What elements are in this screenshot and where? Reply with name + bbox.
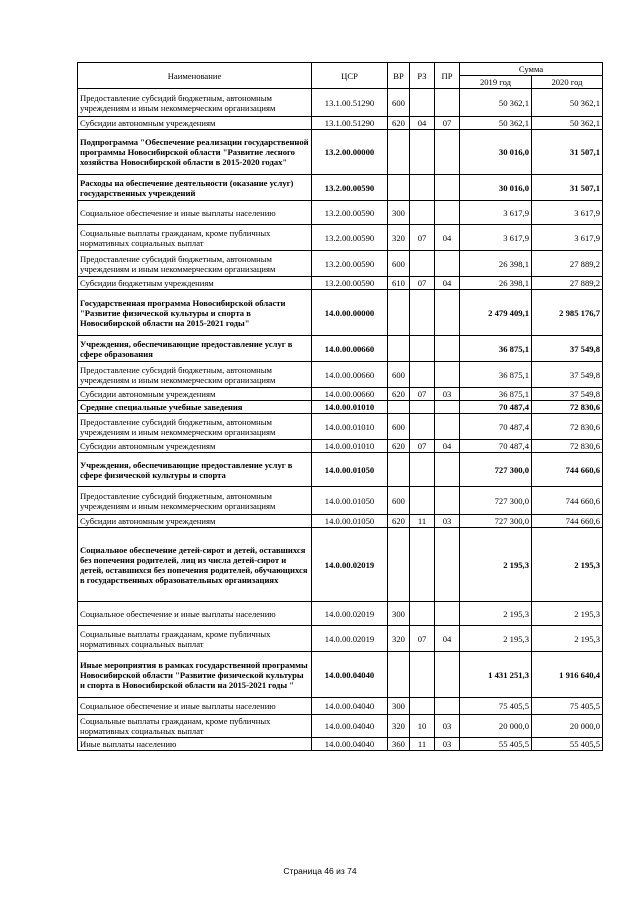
cell-2020: 75 405,5 — [532, 698, 603, 715]
table-row — [78, 626, 603, 652]
cell-2019: 20 000,0 — [460, 715, 532, 738]
cell-rz — [410, 414, 435, 440]
cell-rz — [410, 89, 435, 117]
cell-2020: 744 660,6 — [532, 453, 603, 487]
cell-rz — [410, 401, 435, 414]
header-pr: ПР — [435, 63, 460, 89]
cell-vr — [388, 130, 410, 175]
cell-2019: 1 431 251,3 — [460, 652, 532, 698]
cell-pr: 03 — [435, 388, 460, 401]
cell-pr — [435, 414, 460, 440]
cell-2020: 50 362,1 — [532, 117, 603, 130]
cell-2019: 75 405,5 — [460, 698, 532, 715]
cell-rz — [410, 130, 435, 175]
cell-rz: 11 — [410, 738, 435, 751]
cell-name: Предоставление субсидий бюджетным, автономным учреждениям и иным некоммерческим организациям — [78, 251, 312, 277]
cell-vr — [388, 401, 410, 414]
cell-2020: 2 985 176,7 — [532, 290, 603, 336]
cell-pr — [435, 698, 460, 715]
cell-rz: 07 — [410, 440, 435, 453]
cell-name: Предоставление субсидий бюджетным, автономным учреждениям и иным некоммерческим организациям — [78, 89, 312, 117]
cell-2019: 70 487,4 — [460, 414, 532, 440]
header-sum: Сумма — [460, 63, 603, 76]
header-csr: ЦСР — [312, 63, 388, 89]
cell-rz — [410, 290, 435, 336]
table-row — [78, 453, 603, 487]
cell-2019: 3 617,9 — [460, 225, 532, 251]
cell-name: Предоставление субсидий бюджетным, автономным учреждениям и иным некоммерческим организациям — [78, 362, 312, 388]
cell-pr: 07 — [435, 117, 460, 130]
cell-name: Социальное обеспечение и иные выплаты населению — [78, 602, 312, 626]
cell-2020: 744 660,6 — [532, 515, 603, 528]
table-row — [78, 117, 603, 130]
cell-2020: 744 660,6 — [532, 487, 603, 515]
cell-vr — [388, 290, 410, 336]
cell-csr: 14.0.00.00660 — [312, 336, 388, 362]
cell-vr: 320 — [388, 225, 410, 251]
cell-name: Предоставление субсидий бюджетным, автономным учреждениям и иным некоммерческим организациям — [78, 414, 312, 440]
table-row — [78, 175, 603, 201]
cell-csr: 13.2.00.00590 — [312, 201, 388, 225]
cell-rz: 07 — [410, 388, 435, 401]
cell-2019: 26 398,1 — [460, 251, 532, 277]
cell-vr: 600 — [388, 251, 410, 277]
cell-rz — [410, 698, 435, 715]
cell-pr: 04 — [435, 440, 460, 453]
cell-vr: 300 — [388, 201, 410, 225]
table-row — [78, 515, 603, 528]
cell-2019: 2 195,3 — [460, 626, 532, 652]
cell-csr: 14.0.00.01010 — [312, 440, 388, 453]
cell-pr — [435, 336, 460, 362]
cell-2019: 36 875,1 — [460, 336, 532, 362]
table-row — [78, 401, 603, 414]
cell-2019: 30 016,0 — [460, 130, 532, 175]
cell-csr: 14.0.00.04040 — [312, 738, 388, 751]
table-row — [78, 652, 603, 698]
cell-csr: 14.0.00.01010 — [312, 401, 388, 414]
cell-2020: 72 830,6 — [532, 414, 603, 440]
cell-csr: 14.0.00.01050 — [312, 453, 388, 487]
cell-rz — [410, 487, 435, 515]
cell-name: Социальное обеспечение и иные выплаты населению — [78, 201, 312, 225]
cell-csr: 13.1.00.51290 — [312, 89, 388, 117]
cell-name: Субсидии автономным учреждениям — [78, 117, 312, 130]
cell-2020: 2 195,3 — [532, 626, 603, 652]
cell-rz — [410, 175, 435, 201]
cell-rz: 10 — [410, 715, 435, 738]
table-row — [78, 251, 603, 277]
cell-2020: 2 195,3 — [532, 528, 603, 602]
cell-pr — [435, 487, 460, 515]
cell-name: Субсидии автономным учреждениям — [78, 440, 312, 453]
cell-csr: 14.0.00.00660 — [312, 362, 388, 388]
cell-csr: 13.2.00.00590 — [312, 225, 388, 251]
cell-csr: 14.0.00.04040 — [312, 698, 388, 715]
cell-name: Расходы на обеспечение деятельности (оказание услуг) государственных учреждений — [78, 175, 312, 201]
cell-pr — [435, 130, 460, 175]
cell-csr: 13.2.00.00590 — [312, 175, 388, 201]
cell-rz — [410, 602, 435, 626]
cell-2020: 3 617,9 — [532, 225, 603, 251]
table-row — [78, 414, 603, 440]
cell-vr — [388, 336, 410, 362]
cell-csr: 14.0.00.02019 — [312, 626, 388, 652]
cell-vr — [388, 453, 410, 487]
cell-name: Учреждения, обеспечивающие предоставление услуг в сфере образования — [78, 336, 312, 362]
cell-pr — [435, 175, 460, 201]
cell-name: Социальное обеспечение и иные выплаты населению — [78, 698, 312, 715]
cell-2019: 50 362,1 — [460, 117, 532, 130]
cell-2019: 36 875,1 — [460, 388, 532, 401]
cell-name: Социальные выплаты гражданам, кроме публичных нормативных социальных выплат — [78, 225, 312, 251]
cell-2020: 55 405,5 — [532, 738, 603, 751]
cell-name: Социальные выплаты гражданам, кроме публичных нормативных социальных выплат — [78, 715, 312, 738]
cell-name: Субсидии бюджетным учреждениям — [78, 277, 312, 290]
cell-pr: 03 — [435, 738, 460, 751]
cell-2019: 2 195,3 — [460, 602, 532, 626]
budget-table — [77, 62, 603, 751]
cell-name: Подпрограмма "Обеспечение реализации государственной программы Новосибирской области "Развитие лесного хозяйства Новосибирской области в 2015-2020 годах" — [78, 130, 312, 175]
table-row — [78, 89, 603, 117]
cell-pr: 03 — [435, 715, 460, 738]
cell-2020: 1 916 640,4 — [532, 652, 603, 698]
cell-vr: 320 — [388, 626, 410, 652]
cell-name: Государственная программа Новосибирской области "Развитие физической культуры и спорта в Новосибирской области на 2015-2021 годы" — [78, 290, 312, 336]
cell-csr: 14.0.00.00000 — [312, 290, 388, 336]
header-name: Наименование — [78, 63, 312, 89]
cell-csr: 13.1.00.51290 — [312, 117, 388, 130]
cell-pr — [435, 251, 460, 277]
cell-2019: 26 398,1 — [460, 277, 532, 290]
cell-pr — [435, 528, 460, 602]
cell-vr: 320 — [388, 715, 410, 738]
cell-csr: 14.0.00.01050 — [312, 487, 388, 515]
cell-csr: 14.0.00.01010 — [312, 414, 388, 440]
cell-rz — [410, 201, 435, 225]
cell-rz: 07 — [410, 277, 435, 290]
header-rz: РЗ — [410, 63, 435, 89]
cell-vr: 600 — [388, 89, 410, 117]
cell-pr — [435, 453, 460, 487]
cell-2019: 727 300,0 — [460, 515, 532, 528]
table-row — [78, 487, 603, 515]
cell-vr — [388, 528, 410, 602]
cell-name: Социальные выплаты гражданам, кроме публичных нормативных социальных выплат — [78, 626, 312, 652]
cell-csr: 14.0.00.04040 — [312, 715, 388, 738]
cell-vr: 620 — [388, 440, 410, 453]
cell-rz: 07 — [410, 225, 435, 251]
table-row — [78, 528, 603, 602]
table-row — [78, 225, 603, 251]
table-row — [78, 388, 603, 401]
table-row — [78, 602, 603, 626]
cell-2019: 70 487,4 — [460, 440, 532, 453]
cell-vr: 300 — [388, 698, 410, 715]
cell-2020: 37 549,8 — [532, 388, 603, 401]
cell-2020: 20 000,0 — [532, 715, 603, 738]
table-row — [78, 277, 603, 290]
table-row — [78, 130, 603, 175]
cell-name: Субсидии автономным учреждениям — [78, 515, 312, 528]
cell-vr: 600 — [388, 362, 410, 388]
table-row — [78, 698, 603, 715]
cell-pr — [435, 652, 460, 698]
cell-pr — [435, 602, 460, 626]
cell-2019: 70 487,4 — [460, 401, 532, 414]
cell-vr: 300 — [388, 602, 410, 626]
cell-vr — [388, 175, 410, 201]
cell-rz — [410, 453, 435, 487]
cell-name: Средние специальные учебные заведения — [78, 401, 312, 414]
cell-2020: 50 362,1 — [532, 89, 603, 117]
cell-2019: 727 300,0 — [460, 453, 532, 487]
cell-pr: 04 — [435, 225, 460, 251]
cell-2020: 31 507,1 — [532, 130, 603, 175]
cell-vr: 610 — [388, 277, 410, 290]
header-year-2019: 2019 год — [460, 76, 532, 89]
cell-csr: 14.0.00.01050 — [312, 515, 388, 528]
cell-2020: 31 507,1 — [532, 175, 603, 201]
cell-2019: 55 405,5 — [460, 738, 532, 751]
table-row — [78, 440, 603, 453]
cell-rz — [410, 362, 435, 388]
cell-2020: 2 195,3 — [532, 602, 603, 626]
header-vr: ВР — [388, 63, 410, 89]
cell-vr: 600 — [388, 487, 410, 515]
cell-rz: 11 — [410, 515, 435, 528]
cell-csr: 13.2.00.00590 — [312, 251, 388, 277]
cell-pr — [435, 401, 460, 414]
cell-2019: 30 016,0 — [460, 175, 532, 201]
cell-rz: 07 — [410, 626, 435, 652]
cell-name: Предоставление субсидий бюджетным, автономным учреждениям и иным некоммерческим организациям — [78, 487, 312, 515]
cell-2019: 36 875,1 — [460, 362, 532, 388]
cell-csr: 14.0.00.02019 — [312, 528, 388, 602]
cell-vr: 600 — [388, 414, 410, 440]
page-footer: Страница 46 из 74 — [283, 866, 357, 876]
header-year-2020: 2020 год — [532, 76, 603, 89]
cell-rz — [410, 251, 435, 277]
cell-csr: 13.2.00.00000 — [312, 130, 388, 175]
cell-csr: 13.2.00.00590 — [312, 277, 388, 290]
cell-2020: 72 830,6 — [532, 440, 603, 453]
table-row — [78, 715, 603, 738]
cell-rz: 04 — [410, 117, 435, 130]
cell-vr — [388, 652, 410, 698]
cell-csr: 14.0.00.00660 — [312, 388, 388, 401]
table-row — [78, 201, 603, 225]
cell-2019: 2 479 409,1 — [460, 290, 532, 336]
cell-name: Социальное обеспечение детей-сирот и детей, оставшихся без попечения родителей, лиц из числа детей-сирот и детей, оставшихся без попечения родителей, обучающихся в государственных образовательных организациях — [78, 528, 312, 602]
cell-vr: 360 — [388, 738, 410, 751]
cell-2019: 3 617,9 — [460, 201, 532, 225]
cell-csr: 14.0.00.04040 — [312, 652, 388, 698]
cell-2020: 37 549,8 — [532, 362, 603, 388]
cell-pr: 03 — [435, 515, 460, 528]
cell-vr: 620 — [388, 515, 410, 528]
cell-pr — [435, 290, 460, 336]
cell-pr: 04 — [435, 277, 460, 290]
cell-name: Иные выплаты населению — [78, 738, 312, 751]
cell-pr — [435, 201, 460, 225]
cell-rz — [410, 528, 435, 602]
cell-pr: 04 — [435, 626, 460, 652]
cell-2019: 727 300,0 — [460, 487, 532, 515]
cell-2020: 72 830,6 — [532, 401, 603, 414]
cell-2020: 3 617,9 — [532, 201, 603, 225]
cell-name: Субсидии автономным учреждениям — [78, 388, 312, 401]
cell-2020: 27 889,2 — [532, 277, 603, 290]
table-row — [78, 362, 603, 388]
cell-vr: 620 — [388, 388, 410, 401]
cell-vr: 620 — [388, 117, 410, 130]
cell-2019: 50 362,1 — [460, 89, 532, 117]
cell-2020: 37 549,8 — [532, 336, 603, 362]
table-row — [78, 336, 603, 362]
cell-name: Учреждения, обеспечивающие предоставление услуг в сфере физической культуры и спорта — [78, 453, 312, 487]
table-body — [78, 89, 603, 751]
cell-pr — [435, 362, 460, 388]
cell-2020: 27 889,2 — [532, 251, 603, 277]
table-row — [78, 738, 603, 751]
cell-csr: 14.0.00.02019 — [312, 602, 388, 626]
cell-rz — [410, 336, 435, 362]
cell-rz — [410, 652, 435, 698]
table-row — [78, 290, 603, 336]
cell-2019: 2 195,3 — [460, 528, 532, 602]
cell-name: Иные мероприятия в рамках государственной программы Новосибирской области "Развитие физической культуры и спорта в Новосибирской области на 2015-2021 годы " — [78, 652, 312, 698]
cell-pr — [435, 89, 460, 117]
